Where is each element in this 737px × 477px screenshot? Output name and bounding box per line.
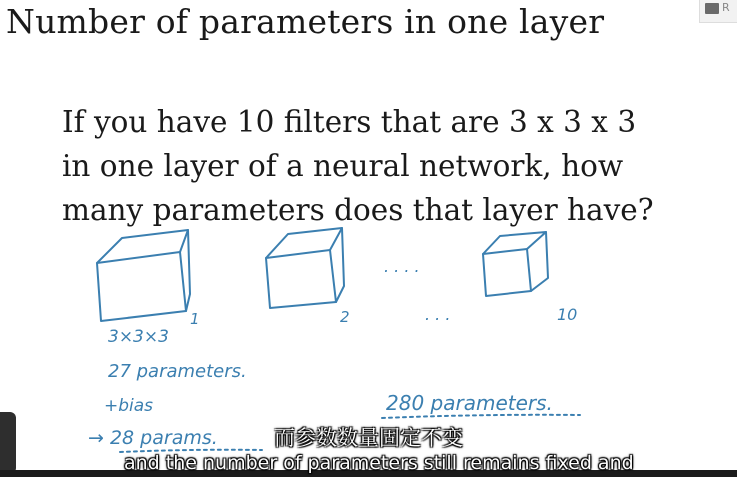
filter-label-10: 10 bbox=[557, 305, 578, 324]
question-line-2: in one layer of a neural network, how bbox=[62, 149, 624, 183]
filter-label-2: 2 bbox=[340, 308, 350, 326]
subtitle-english: and the number of parameters still remains fixed and bbox=[124, 452, 634, 474]
question-line-1: If you have 10 filters that are 3 x 3 x 3 bbox=[62, 105, 637, 139]
filter-cube-10 bbox=[483, 232, 548, 296]
filter-cube-1 bbox=[97, 230, 190, 321]
filter-label-1: 1 bbox=[190, 310, 200, 328]
question-line-3: many parameters does that layer have? bbox=[62, 193, 654, 227]
slide-title: Number of parameters in one layer bbox=[6, 2, 605, 41]
corner-label: R bbox=[722, 1, 730, 14]
ellipsis-lower: . . . bbox=[425, 305, 451, 324]
ellipsis-upper: . . . . bbox=[384, 257, 420, 276]
calc-line-3: +bias bbox=[104, 396, 154, 416]
filter-cube-2 bbox=[266, 228, 344, 308]
calc-line-1: 3×3×3 bbox=[108, 327, 169, 347]
subtitle-chinese: 而参数数量固定不变 bbox=[274, 426, 463, 450]
calc-line-2: 27 parameters. bbox=[108, 361, 247, 382]
calc-line-4: → 28 params. bbox=[88, 427, 218, 449]
total-parameters: 280 parameters. bbox=[386, 391, 553, 415]
underline-280 bbox=[382, 415, 580, 418]
